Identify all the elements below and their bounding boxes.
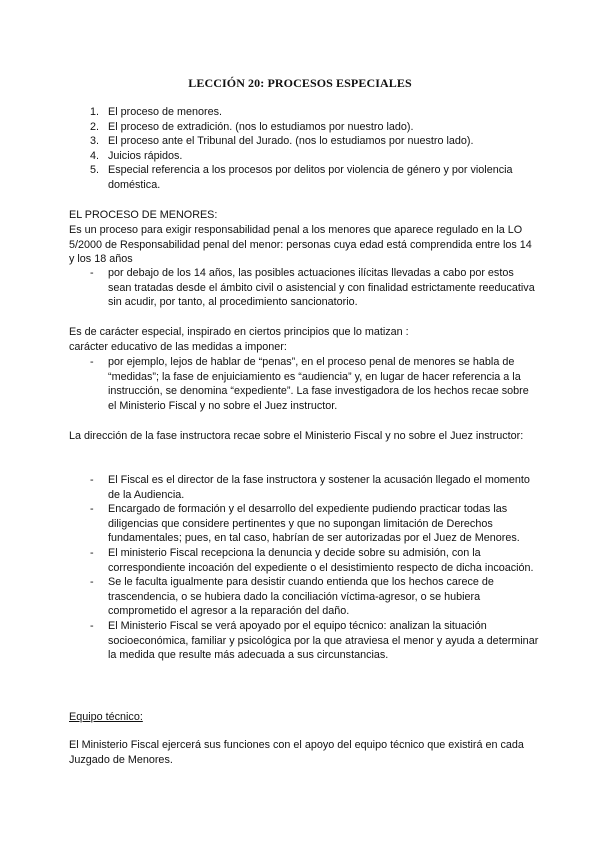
- dash-marker: -: [90, 576, 94, 589]
- list-item-text: El Ministerio Fiscal se verá apoyado por el equipo técnico: analizan la situación socioeconómica, familiar y psicológica por la que atraviesa el menor y ayuda a determinar la medida que resulte más adecuada a sus circunstancias.: [108, 619, 539, 662]
- section-heading-menores: EL PROCESO DE MENORES:: [69, 209, 218, 221]
- list-item: [69, 266, 539, 310]
- list-item: [69, 502, 539, 546]
- paragraph: El Ministerio Fiscal ejercerá sus funciones con el apoyo del equipo técnico que existirá en cada Juzgado de Menores.: [69, 739, 524, 766]
- dash-marker: -: [90, 619, 94, 632]
- list-item: [68, 120, 538, 135]
- list-item-text: Encargado de formación y el desarrollo del expediente pudiendo practicar todas las diligencias que considere pertinentes y que no supongan limitación de Derechos fundamentales; pues, en tal caso, habrían de ser autorizadas por el Juez de Menores.: [108, 503, 520, 545]
- list-item: [69, 619, 539, 663]
- list-item-text: por ejemplo, lejos de hablar de “penas”, en el proceso penal de menores se habla de “medidas”; la fase de enjuiciamiento es “audiencia” y, en lugar de hacer referencia a la instrucción, se denomina “expediente”. La fase investigadora de los hechos recae sobre el Ministerio Fiscal y no sobre el Juez instructor.: [108, 356, 529, 412]
- paragraph: Es un proceso para exigir responsabilidad penal a los menores que aparece regulado en la LO 5/2000 de Responsabilidad penal del menor: personas cuya edad está comprendida entre los 14 y los 18 años: [69, 224, 532, 266]
- list-item-text: Se le faculta igualmente para desistir cuando entienda que los hechos carece de trascendencia, o se hubiera dado la conciliación víctima-agresor, o se hubiera comprometido el agresor a la reparación del daño.: [108, 576, 494, 618]
- bullet-list: [69, 473, 539, 663]
- list-number: 4.: [90, 149, 100, 162]
- list-item-text: El proceso de menores.: [108, 106, 223, 118]
- page-title: LECCIÓN 20: PROCESOS ESPECIALES: [188, 76, 412, 90]
- topic-list: [68, 105, 538, 193]
- list-item-text: Especial referencia a los procesos por delitos por violencia de género y por violencia doméstica.: [108, 164, 513, 191]
- paragraph: La dirección de la fase instructora recae sobre el Ministerio Fiscal y no sobre el Juez instructor:: [69, 430, 524, 442]
- bullet-list: [69, 355, 539, 413]
- dash-marker: -: [90, 474, 94, 486]
- paragraph: Es de carácter especial, inspirado en ciertos principios que lo matizan :: [69, 326, 409, 338]
- dash-marker: -: [90, 546, 94, 559]
- list-item-text: El proceso ante el Tribunal del Jurado. (nos lo estudiamos por nuestro lado).: [108, 135, 474, 148]
- bullet-list: [69, 266, 539, 310]
- list-item: [69, 575, 539, 619]
- list-item-text: El proceso de extradición. (nos lo estudiamos por nuestro lado).: [108, 120, 414, 133]
- list-item: [69, 546, 539, 575]
- dash-marker: -: [90, 356, 94, 368]
- list-item-text: por debajo de los 14 años, las posibles actuaciones ilícitas llevadas a cabo por estos sean tratadas desde el ámbito civil o asistencial y con finalidad estrictamente reeducativa sin acudir, por tanto, al procedimiento sancionatorio.: [108, 267, 535, 309]
- list-item: [68, 134, 538, 149]
- list-number: 1.: [90, 106, 100, 118]
- dash-marker: -: [90, 267, 94, 279]
- list-item-text: El ministerio Fiscal recepciona la denuncia y decide sobre su admisión, con la correspondiente incoación del expediente o el desistimiento respecto de dicha incoación.: [108, 546, 534, 574]
- section-heading-equipo-tecnico: Equipo técnico:: [69, 711, 143, 723]
- list-item: [68, 149, 538, 164]
- dash-marker: -: [90, 503, 94, 516]
- list-item: [68, 105, 538, 120]
- list-number: 2.: [90, 120, 100, 133]
- list-item: [69, 355, 539, 413]
- list-number: 5.: [90, 164, 100, 177]
- paragraph: carácter educativo de las medidas a imponer:: [69, 341, 287, 353]
- list-number: 3.: [90, 135, 100, 148]
- list-item-text: Juicios rápidos.: [108, 149, 183, 162]
- list-item-text: El Fiscal es el director de la fase instructora y sostener la acusación llegado el momento de la Audiencia.: [108, 474, 530, 501]
- list-item: [69, 473, 539, 502]
- list-item: [68, 163, 538, 192]
